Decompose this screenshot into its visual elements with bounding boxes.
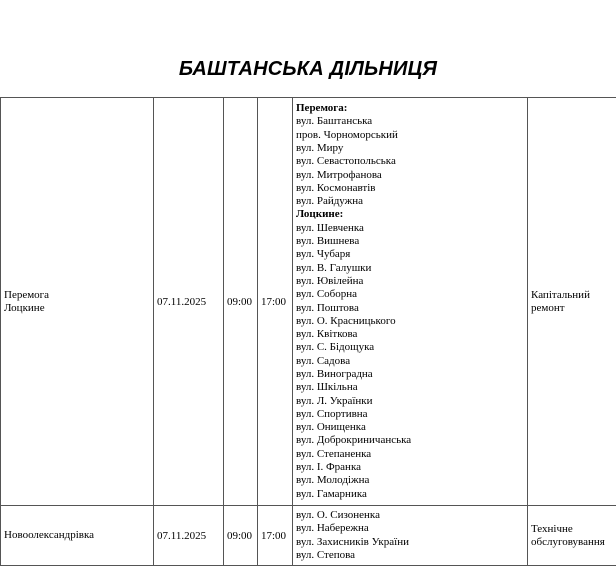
start-time-cell: 09:00 xyxy=(224,98,258,506)
reason-text: Технічне xyxy=(531,522,573,535)
street-item: вул. Л. Українки xyxy=(296,394,373,407)
page-title: БАШТАНСЬКА ДІЛЬНИЦЯ xyxy=(178,58,438,80)
start-time-cell: 09:00 xyxy=(224,506,258,566)
street-item: вул. Доброкриничанська xyxy=(296,434,412,447)
street-item: вул. Митрофанова xyxy=(296,168,382,181)
table-body xyxy=(1,98,616,566)
table-row xyxy=(1,98,616,506)
street-item: вул. Степова xyxy=(296,548,356,561)
street-item: вул. Шевченка xyxy=(296,221,364,234)
street-item: вул. Севастопольська xyxy=(296,155,396,168)
street-item: вул. Шкільна xyxy=(296,381,358,394)
location-cell xyxy=(1,506,154,566)
reason-text: Капітальний xyxy=(531,288,590,301)
date-cell: 07.11.2025 xyxy=(154,506,224,566)
street-item: вул. Космонавтів xyxy=(296,181,376,194)
village-heading: Перемога: xyxy=(296,102,348,115)
location-name: Перемога xyxy=(4,288,50,301)
street-item: вул. Молодіжна xyxy=(296,474,370,487)
street-item: вул. Набережна xyxy=(296,522,369,535)
street-item: вул. Захисників України xyxy=(296,535,409,548)
street-item: вул. Вишнева xyxy=(296,235,360,248)
street-item: вул. Ювілейна xyxy=(296,274,364,287)
reason-cell xyxy=(528,506,616,566)
street-item: вул. Гамарника xyxy=(296,487,367,500)
street-item: вул. Онищенка xyxy=(296,421,366,434)
end-time-cell: 17:00 xyxy=(258,98,293,506)
streets-cell xyxy=(293,506,528,566)
street-item: вул. Баштанська xyxy=(296,115,373,128)
end-time-cell: 17:00 xyxy=(258,506,293,566)
location-name: Лоцкине xyxy=(4,301,45,314)
street-item: вул. Поштова xyxy=(296,301,359,314)
street-item: вул. С. Бідощука xyxy=(296,341,375,354)
street-item: вул. О. Красницького xyxy=(296,314,396,327)
street-item: вул. Соборна xyxy=(296,288,358,301)
street-item: пров. Чорноморський xyxy=(296,128,398,141)
reason-text: ремонт xyxy=(531,301,565,314)
location-name: Новоолександрівка xyxy=(4,529,95,541)
street-item: вул. Чубаря xyxy=(296,248,351,261)
street-item: вул. Садова xyxy=(296,354,351,367)
reason-text: обслуговування xyxy=(531,535,605,548)
reason-cell xyxy=(528,98,616,506)
street-item: вул. Райдужна xyxy=(296,195,364,208)
street-item: вул. О. Сизоненка xyxy=(296,508,380,521)
streets-cell xyxy=(293,98,528,506)
street-item: вул. І. Франка xyxy=(296,461,362,474)
outage-schedule-table xyxy=(0,97,616,566)
table-row xyxy=(1,506,616,566)
street-item: вул. Квіткова xyxy=(296,328,358,341)
location-cell xyxy=(1,98,154,506)
village-heading: Лоцкине: xyxy=(296,208,344,221)
date-cell: 07.11.2025 xyxy=(154,98,224,506)
street-item: вул. Спортивна xyxy=(296,407,368,420)
street-item: вул. Степаненка xyxy=(296,447,372,460)
street-item: вул. Виноградна xyxy=(296,367,373,380)
street-item: вул. В. Галушки xyxy=(296,261,372,274)
street-item: вул. Миру xyxy=(296,141,344,154)
